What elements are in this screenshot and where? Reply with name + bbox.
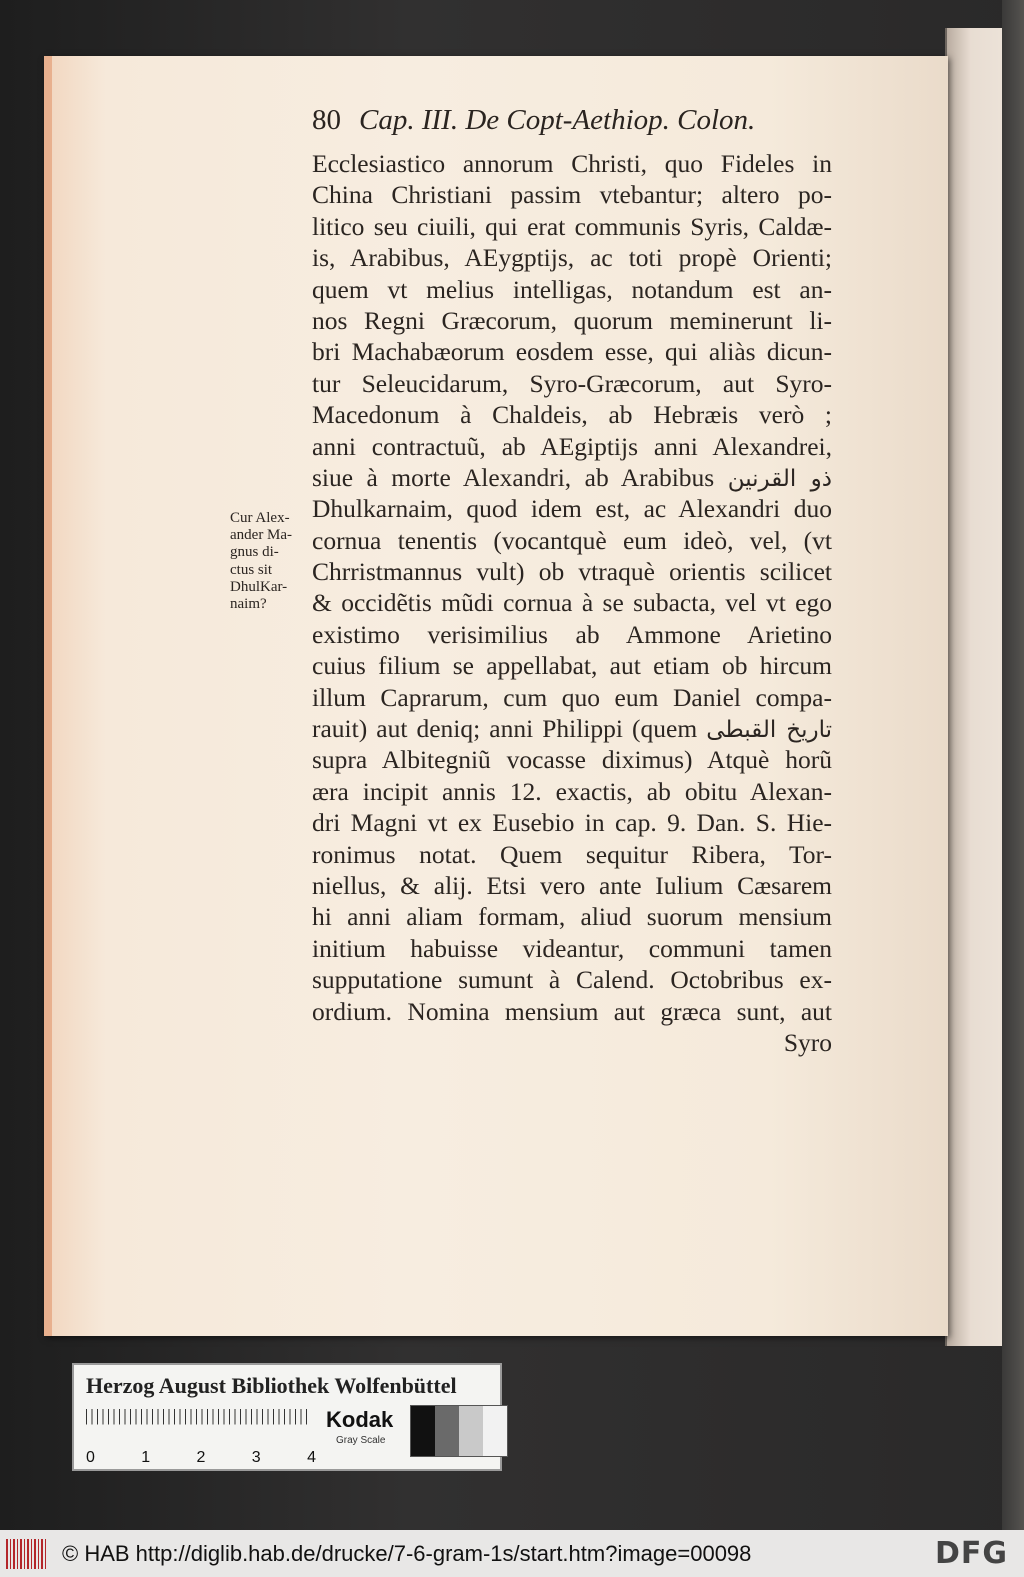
margin-note-line: gnus di- — [230, 544, 279, 561]
catchword: Syro — [783, 1027, 832, 1057]
text-line: cornua tenentis (vocantquè eum ideò, vel, (vt — [312, 525, 832, 555]
text-line: cuius filium se appellabat, aut etiam ob hircum — [312, 651, 832, 681]
running-head — [312, 104, 832, 137]
ruler-number: 4 — [307, 1449, 316, 1466]
page-number: 80 — [312, 104, 341, 136]
text-line: ronimus notat. Quem sequitur Ribera, Tor- — [312, 839, 832, 869]
text-line: Dhulkarnaim, quod idem est, ac Alexandri duo — [312, 494, 832, 524]
ruler-number: 1 — [141, 1449, 151, 1466]
ruler-number: 3 — [251, 1449, 261, 1466]
library-name: Herzog August Bibliothek Wolfenbüttel — [86, 1373, 457, 1398]
margin-note-line: ctus sit — [230, 561, 273, 578]
text-line: existimo verisimilius ab Ammone Arietino — [312, 619, 832, 649]
scanner-edge — [1002, 0, 1024, 1530]
text-line: nos Regni Græcorum, quorum meminerunt li- — [312, 305, 832, 335]
margin-note — [230, 510, 320, 613]
text-line: & occidẽtis mũdi cornua à se subacta, vel vt ego — [312, 588, 832, 618]
text-line: illum Caprarum, cum quo eum Daniel compa- — [312, 682, 832, 712]
copyright-url[interactable]: © HAB http://diglib.hab.de/drucke/7-6-gram-1s/start.htm?image=00098 — [62, 1540, 752, 1566]
color-reference-card — [72, 1363, 502, 1471]
swatch-light-gray — [459, 1406, 483, 1456]
arabic-word: ذو القرنين — [727, 465, 833, 492]
ruler-number: 0 — [86, 1449, 95, 1466]
text-line: Chrristmannus vult) ob vtraquè orientis scilicet — [312, 557, 832, 587]
text-line: æra incipit annis 12. exactis, ab obitu Alexan- — [312, 776, 832, 806]
text-line: litico seu ciuili, qui erat communis Syris, Caldæ- — [312, 211, 832, 241]
text-line-with-arabic — [312, 713, 832, 744]
barcode-icon — [6, 1539, 48, 1569]
margin-note-line: DhulKar- — [230, 578, 288, 595]
text-line: China Christiani passim vtebantur; altero po- — [312, 180, 832, 210]
text-segment: rauit) aut deniq; anni Philippi (quem — [312, 714, 698, 744]
text-line: Macedonum à Chaldeis, ab Hebræis verò ; — [312, 400, 832, 430]
text-line: quem vt melius intelligas, notandum est an- — [312, 274, 832, 304]
margin-note-line: Cur Alex- — [230, 510, 290, 526]
swatch-black — [411, 1406, 435, 1456]
text-line: Ecclesiastico annorum Christi, quo Fideles in — [312, 149, 832, 178]
margin-note-line: naim? — [230, 596, 267, 613]
gray-swatches — [410, 1405, 508, 1457]
text-line: niellus, & alij. Etsi vero ante Iulium Cæsarem — [312, 870, 832, 900]
ruler-number: 2 — [196, 1449, 206, 1466]
text-line: supputatione sumunt à Calend. Octobribus ex- — [312, 965, 832, 995]
gray-scale-label: Gray Scale — [336, 1435, 386, 1446]
body-text — [312, 148, 832, 1058]
text-line: dri Magni vt ex Eusebio in cap. 9. Dan. S. Hie- — [312, 808, 832, 838]
text-line: supra Albitegniũ vocasse diximus) Atquè horũ — [312, 745, 832, 775]
text-line: is, Arabibus, AEygptijs, ac toti propè Orienti; — [312, 243, 832, 273]
text-line: anni contractuũ, ab AEgiptijs anni Alexandrei, — [312, 431, 832, 461]
ruler-numbers — [86, 1449, 316, 1467]
swatch-dark-gray — [435, 1406, 459, 1456]
arabic-word: تاريخ القبطى — [706, 717, 833, 744]
chapter-title: Cap. III. De Copt-Aethiop. Colon. — [359, 104, 756, 136]
dfg-logo: DFG — [934, 1536, 1008, 1571]
text-line: ordium. Nomina mensium aut græca sunt, aut — [312, 996, 832, 1026]
ruler-scale — [86, 1409, 308, 1443]
text-line: tur Seleucidarum, Syro-Græcorum, aut Syro- — [312, 368, 832, 398]
margin-note-line: ander Ma- — [230, 527, 293, 544]
text-line: bri Machabæorum eosdem esse, qui aliàs dicun- — [312, 337, 832, 367]
text-line: hi anni aliam formam, aliud suorum mensium — [312, 902, 832, 932]
text-segment: siue à morte Alexandri, ab Arabibus — [312, 462, 715, 492]
text-line-with-arabic — [312, 462, 832, 493]
text-line: initium habuisse videantur, communi tamen — [312, 933, 832, 963]
kodak-logo: Kodak — [326, 1407, 394, 1432]
footer-bar — [0, 1530, 1024, 1577]
swatch-white — [483, 1406, 507, 1456]
